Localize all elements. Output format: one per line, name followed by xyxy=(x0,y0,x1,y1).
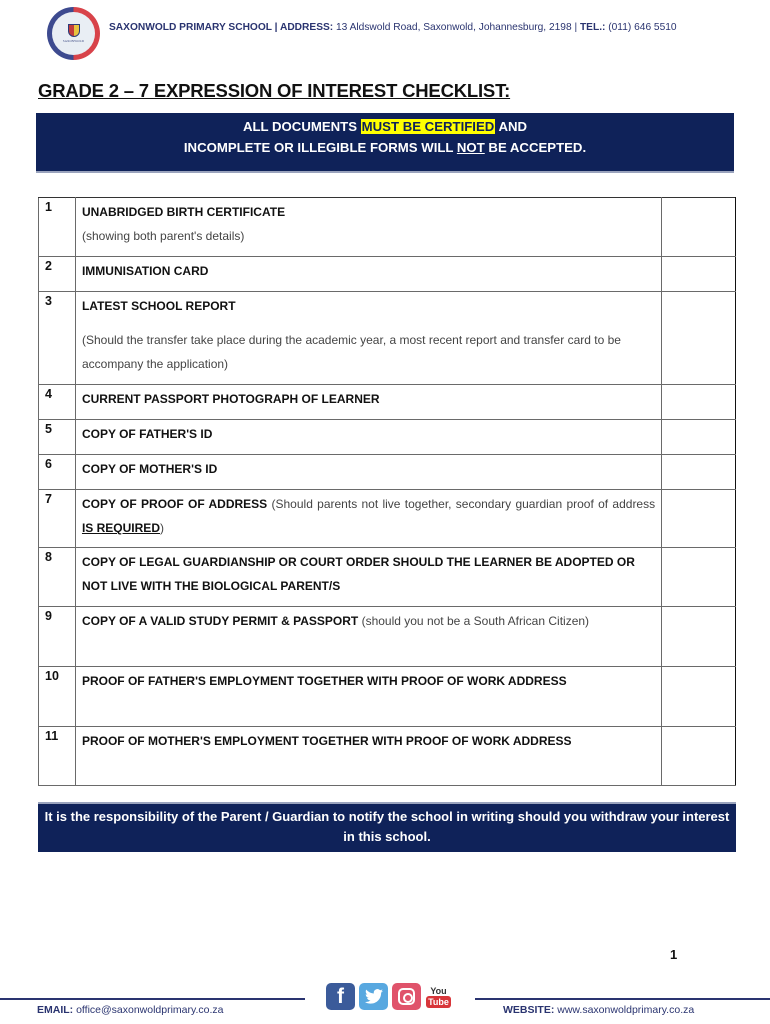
item-title: COPY OF A VALID STUDY PERMIT & PASSPORT xyxy=(81,614,359,628)
email-label: EMAIL: xyxy=(37,1004,74,1016)
website-label: WEBSITE: xyxy=(503,1004,555,1016)
twitter-icon[interactable] xyxy=(359,983,388,1010)
school-logo xyxy=(47,7,100,60)
item-number: 3 xyxy=(39,292,76,385)
footer-divider-left xyxy=(0,998,305,1000)
social-links xyxy=(326,983,452,1010)
item-number: 6 xyxy=(39,455,76,490)
footer-email xyxy=(37,1004,224,1016)
notice-line-1 xyxy=(36,116,734,137)
checkbox-cell[interactable] xyxy=(662,667,736,727)
item-note: (showing both parent's details) xyxy=(81,229,245,243)
item-number: 11 xyxy=(39,727,76,786)
table-row xyxy=(39,607,736,667)
table-row xyxy=(39,420,736,455)
facebook-glyph: f xyxy=(337,984,344,1008)
required-emphasis: IS REQUIRED xyxy=(81,521,160,535)
withdrawal-notice: It is the responsibility of the Parent / Guardian to notify the school in writing should you withdraw your interest in this school. xyxy=(38,802,736,852)
school-header xyxy=(109,22,677,33)
item-description xyxy=(75,667,661,727)
table-row xyxy=(39,455,736,490)
item-title: IMMUNISATION CARD xyxy=(81,264,209,278)
item-number: 2 xyxy=(39,257,76,292)
checkbox-cell[interactable] xyxy=(662,455,736,490)
tel-label: TEL.: xyxy=(579,22,606,33)
youtube-you: You xyxy=(430,985,447,996)
instagram-camera-icon xyxy=(398,988,415,1005)
address-label: ADDRESS: xyxy=(279,22,334,33)
item-description xyxy=(75,385,661,420)
item-title: UNABRIDGED BIRTH CERTIFICATE xyxy=(81,205,286,219)
checkbox-cell[interactable] xyxy=(662,198,736,257)
checkbox-cell[interactable] xyxy=(662,385,736,420)
underlined-text: NOT xyxy=(456,140,485,155)
table-row xyxy=(39,727,736,786)
youtube-tube: Tube xyxy=(428,996,449,1007)
website-url[interactable]: www.saxonwoldprimary.co.za xyxy=(554,1004,695,1016)
table-row xyxy=(39,667,736,727)
item-description xyxy=(75,607,661,667)
item-number: 1 xyxy=(39,198,76,257)
checkbox-cell[interactable] xyxy=(662,420,736,455)
crest-icon xyxy=(68,24,80,37)
table-row xyxy=(39,548,736,607)
item-description xyxy=(75,455,661,490)
twitter-bird-icon xyxy=(365,989,383,1004)
item-title: PROOF OF MOTHER'S EMPLOYMENT TOGETHER WITH PROOF OF WORK ADDRESS xyxy=(81,734,572,748)
item-note: (should you not be a South African Citizen) xyxy=(358,614,590,628)
notice-text: AND xyxy=(495,119,528,134)
youtube-icon[interactable] xyxy=(425,983,452,1010)
footer-website xyxy=(503,1004,694,1016)
table-row xyxy=(39,198,736,257)
separator: | xyxy=(271,22,280,33)
checkbox-cell[interactable] xyxy=(662,548,736,607)
table-row xyxy=(39,490,736,548)
notice-text: BE ACCEPTED. xyxy=(484,140,587,155)
email-address[interactable]: office@saxonwoldprimary.co.za xyxy=(73,1004,224,1016)
item-description xyxy=(75,727,661,786)
item-number: 9 xyxy=(39,607,76,667)
item-title: COPY OF PROOF OF ADDRESS xyxy=(81,497,268,511)
item-number: 10 xyxy=(39,667,76,727)
item-note: (Should parents not live together, secondary guardian proof of address xyxy=(267,497,656,511)
table-row xyxy=(39,292,736,385)
item-title: COPY OF FATHER'S ID xyxy=(81,427,213,441)
logo-inner xyxy=(52,12,95,55)
document-title: GRADE 2 – 7 EXPRESSION OF INTEREST CHECKLIST: xyxy=(38,80,511,101)
checkbox-cell[interactable] xyxy=(662,292,736,385)
item-description xyxy=(75,420,661,455)
logo-text: SAXONWOLD xyxy=(62,39,85,43)
instagram-icon[interactable] xyxy=(392,983,421,1010)
certification-notice xyxy=(36,113,734,173)
item-description xyxy=(75,548,661,607)
separator: | xyxy=(571,22,580,33)
item-note: (Should the transfer take place during the academic year, a most recent report and transfer card to be accompany the application) xyxy=(81,333,621,371)
item-description xyxy=(75,198,661,257)
checkbox-cell[interactable] xyxy=(662,727,736,786)
address: 13 Aldswold Road, Saxonwold, Johannesburg, 2198 xyxy=(333,22,572,33)
item-title: COPY OF LEGAL GUARDIANSHIP OR COURT ORDER SHOULD THE LEARNER BE ADOPTED OR NOT LIVE WITH THE BIOLOGICAL PARENT/S xyxy=(81,555,635,593)
notice-line-2 xyxy=(36,137,734,158)
item-note-end: ) xyxy=(159,521,164,535)
school-name: SAXONWOLD PRIMARY SCHOOL xyxy=(109,22,272,33)
item-title: COPY OF MOTHER'S ID xyxy=(81,462,218,476)
checkbox-cell[interactable] xyxy=(662,257,736,292)
highlighted-text: MUST BE CERTIFIED xyxy=(361,119,495,134)
item-number: 5 xyxy=(39,420,76,455)
page-number: 1 xyxy=(670,947,678,962)
tel: (011) 646 5510 xyxy=(605,22,677,33)
table-row xyxy=(39,385,736,420)
table-row xyxy=(39,257,736,292)
item-number: 4 xyxy=(39,385,76,420)
item-number: 8 xyxy=(39,548,76,607)
item-description xyxy=(75,257,661,292)
checklist-table xyxy=(38,197,736,786)
footer-divider-right xyxy=(475,998,770,1000)
item-title: PROOF OF FATHER'S EMPLOYMENT TOGETHER WITH PROOF OF WORK ADDRESS xyxy=(81,674,567,688)
notice-text: INCOMPLETE OR ILLEGIBLE FORMS WILL xyxy=(183,140,457,155)
item-title: LATEST SCHOOL REPORT xyxy=(81,299,236,313)
checkbox-cell[interactable] xyxy=(662,490,736,548)
item-description xyxy=(75,292,661,385)
item-title: CURRENT PASSPORT PHOTOGRAPH OF LEARNER xyxy=(81,392,380,406)
facebook-icon[interactable] xyxy=(326,983,355,1010)
notice-text: ALL DOCUMENTS xyxy=(242,119,361,134)
item-number: 7 xyxy=(39,490,76,548)
item-description xyxy=(75,490,661,548)
checkbox-cell[interactable] xyxy=(662,607,736,667)
